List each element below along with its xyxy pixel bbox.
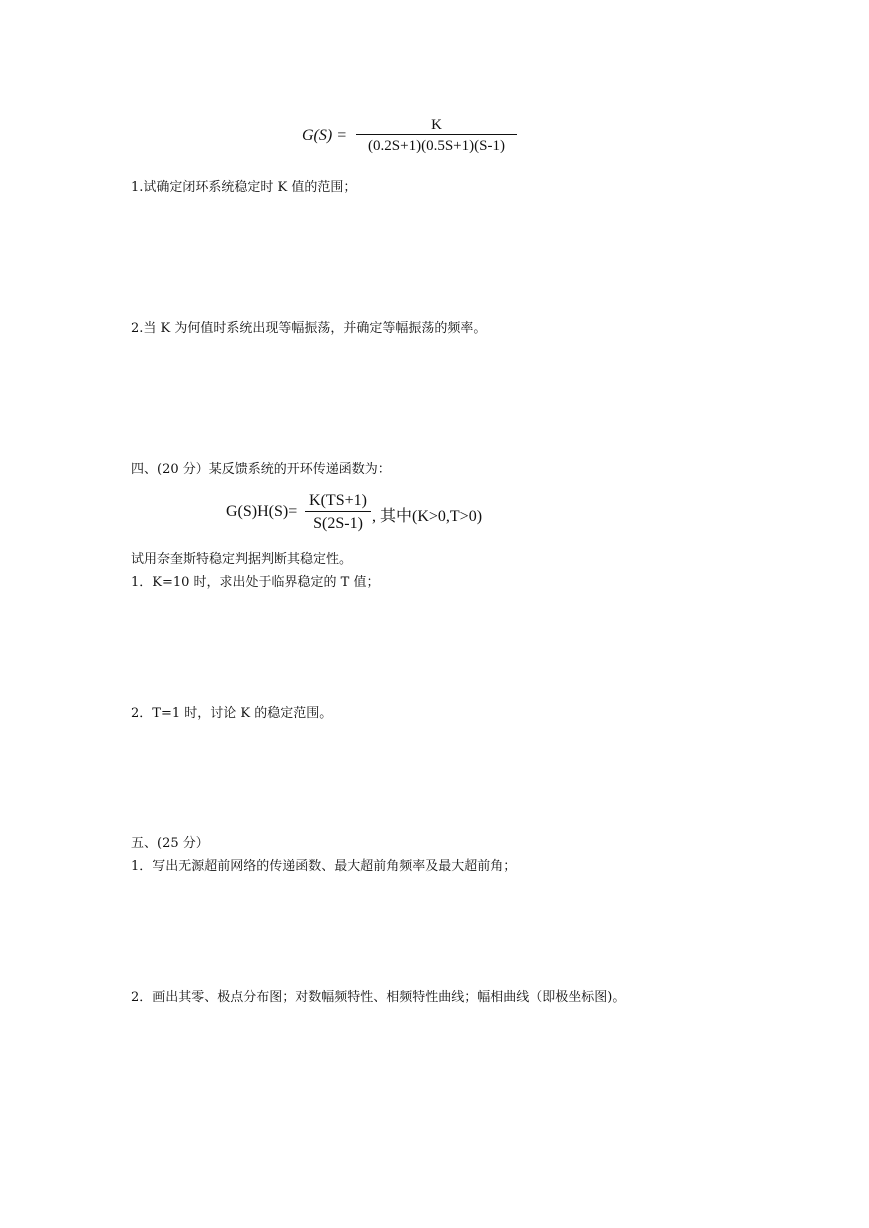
question-3-2: 2.当 K 为何值时系统出现等幅振荡，并确定等幅振荡的频率。: [131, 321, 487, 336]
formula-g-s-lhs: G(S) =: [302, 127, 348, 144]
question-4-title: 四、(20 分）某反馈系统的开环传递函数为：: [131, 462, 391, 477]
formula-g-s-fraction: [356, 116, 517, 157]
question-4-1: 1．K=10 时，求出处于临界稳定的 T 值；: [131, 575, 380, 590]
question-4-instruction: 试用奈奎斯特稳定判据判断其稳定性。: [131, 552, 353, 567]
question-3-1: 1.试确定闭环系统稳定时 K 值的范围；: [131, 180, 357, 195]
formula-gh-lhs: G(S)H(S)=: [226, 503, 298, 520]
question-5-2: 2．画出其零、极点分布图；对数幅频特性、相频特性曲线；幅相曲线（即极坐标图)。: [131, 990, 626, 1005]
question-5-1: 1．写出无源超前网络的传递函数、最大超前角频率及最大超前角；: [131, 859, 517, 874]
formula-gh-numerator: K(TS+1): [309, 492, 367, 509]
question-5-title: 五、(25 分）: [131, 836, 209, 851]
formula-gh-denominator: S(2S-1): [313, 515, 363, 532]
formula-g-s-numerator: K: [431, 117, 442, 133]
question-4-2: 2．T=1 时，讨论 K 的稳定范围。: [131, 706, 333, 721]
formula-gh-fraction: [305, 491, 371, 536]
formula-g-s-denominator: (0.2S+1)(0.5S+1)(S-1): [368, 138, 505, 154]
formula-gh-suffix: , 其中(K>0,T>0): [372, 508, 483, 525]
